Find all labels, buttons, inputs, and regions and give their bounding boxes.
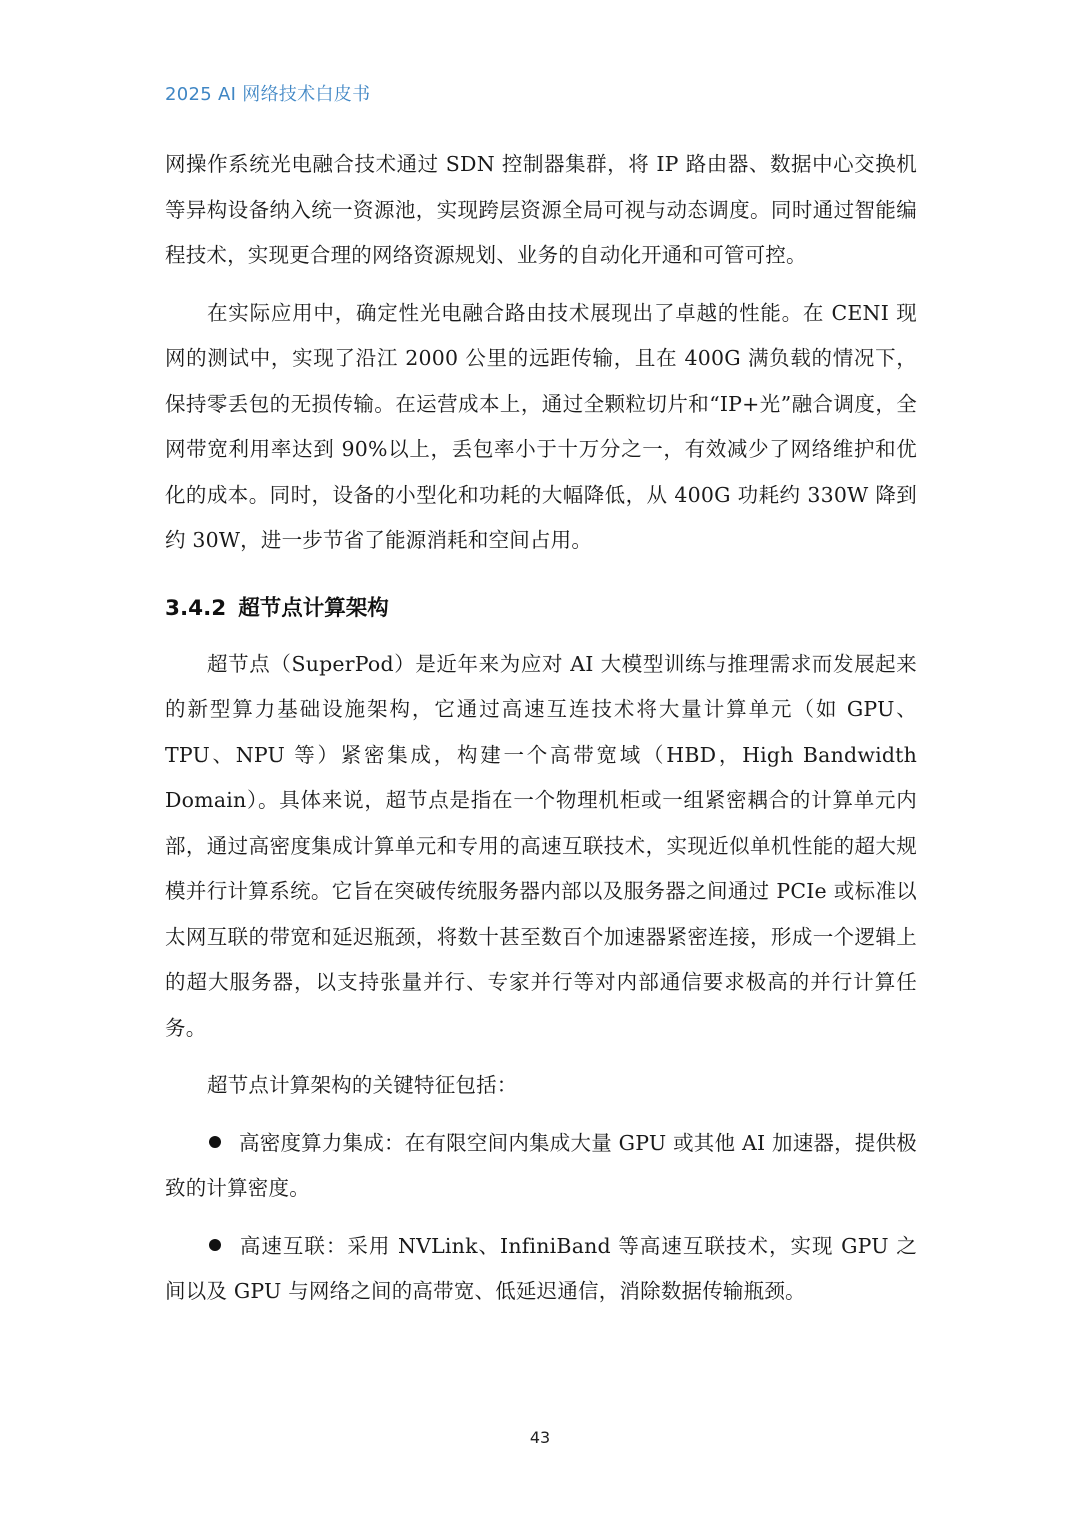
bullet-item-high-speed-interconnect xyxy=(165,1224,917,1315)
section-number: 3.4.2 xyxy=(165,595,227,621)
section-title: 超节点计算架构 xyxy=(238,595,389,621)
bullet-text: 高密度算力集成：在有限空间内集成大量 GPU 或其他 AI 加速器，提供极致的计算密度。 xyxy=(165,1130,917,1200)
bullet-text: 高速互联：采用 NVLink、InfiniBand 等高速互联技术，实现 GPU 之间以及 GPU 与网络之间的高带宽、低延迟通信，消除数据传输瓶颈。 xyxy=(165,1233,917,1303)
paragraph-superpod-definition: 超节点（SuperPod）是近年来为应对 AI 大模型训练与推理需求而发展起来的新型算力基础设施架构，它通过高速互连技术将大量计算单元（如 GPU、TPU、NPU 等）紧密集成，构建一个高带宽域（HBD，High Bandwidth Domain）。具体来说，超节点是指在一个物理机柜或一组紧密耦合的计算单元内部，通过高密度集成计算单元和专用的高速互联技术，实现近似单机性能的超大规模并行计算系统。它旨在突破传统服务器内部以及服务器之间通过 PCIe 或标准以太网互联的带宽和延迟瓶颈，将数十甚至数百个加速器紧密连接，形成一个逻辑上的超大服务器，以支持张量并行、专家并行等对内部通信要求极高的并行计算任务。 xyxy=(165,651,917,1040)
bullet-item-high-density xyxy=(165,1121,917,1212)
paragraph-sdn-control: 网操作系统光电融合技术通过 SDN 控制器集群，将 IP 路由器、数据中心交换机等异构设备纳入统一资源池，实现跨层资源全局可视与动态调度。同时通过智能编程技术，实现更合理的网络资源规划、业务的自动化开通和可管可控。 xyxy=(165,152,917,267)
page-number: 43 xyxy=(529,1428,551,1447)
paragraph-key-features-intro: 超节点计算架构的关键特征包括： xyxy=(207,1073,518,1097)
paragraph-practical-application: 在实际应用中，确定性光电融合路由技术展现出了卓越的性能。在 CENI 现网的测试中，实现了沿江 2000 公里的远距传输，且在 400G 满负载的情况下，保持零丢包的无损传输。在运营成本上，通过全颗粒切片和“IP+光”融合调度，全网带宽利用率达到 90%以上，丢包率小于十万分之一，有效减少了网络维护和优化的成本。同时，设备的小型化和功耗的大幅降低，从 400G 功耗约 330W 降到约 30W，进一步节省了能源消耗和空间占用。 xyxy=(165,300,917,552)
bullet-dot-icon xyxy=(209,1136,221,1148)
document-body xyxy=(165,142,917,1315)
running-header: 2025 AI 网络技术白皮书 xyxy=(165,84,371,105)
bullet-dot-icon xyxy=(209,1239,221,1251)
section-heading xyxy=(165,586,917,632)
